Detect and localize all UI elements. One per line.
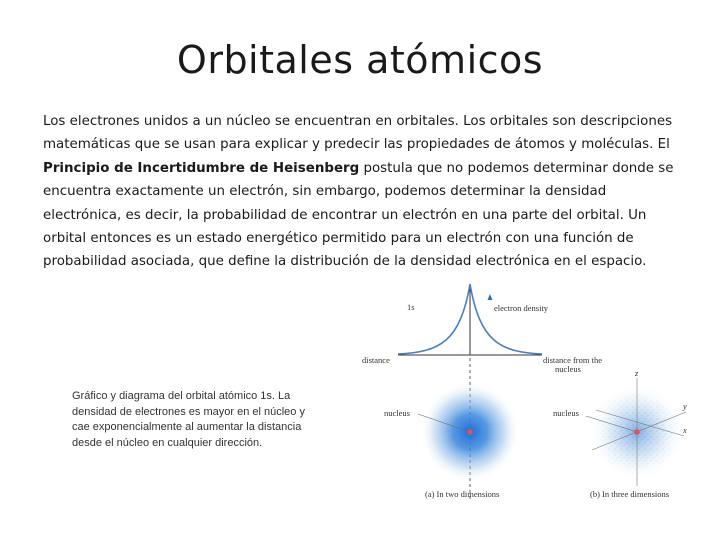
paragraph-text-1: Los electrones unidos a un núcleo se encuentran en orbitales. Los orbitales son descripciones matemáticas que se usan para explicar y predecir las propiedades de átomos y moléculas. El bbox=[43, 114, 673, 153]
figure-caption: Gráfico y diagrama del orbital atómico 1s. La densidad de electrones es mayor en el núcleo y cae exponencialmente al aumentar la distancia desde el núcleo en cualquier dirección. bbox=[72, 390, 305, 449]
panel-2d bbox=[384, 382, 520, 499]
electron-density-label: electron density bbox=[494, 303, 549, 313]
orbital-figure bbox=[350, 280, 690, 505]
nucleus-label-a: nucleus bbox=[384, 408, 410, 418]
nucleus-dot-2d bbox=[467, 429, 473, 435]
distance-right-label: distance from the bbox=[543, 355, 603, 365]
nucleus-label-b: nucleus bbox=[553, 408, 579, 418]
density-arrow-icon bbox=[488, 294, 493, 300]
z-axis-label: z bbox=[635, 368, 639, 378]
body-paragraph bbox=[43, 110, 683, 274]
nucleus-dot-3d bbox=[634, 429, 640, 435]
panel-a-caption: (a) In two dimensions bbox=[425, 489, 500, 499]
panel-3d bbox=[553, 368, 689, 499]
y-axis-label: y bbox=[683, 401, 687, 411]
density-plot bbox=[362, 284, 602, 374]
distance-left-label: distance bbox=[362, 355, 390, 365]
x-axis-label: x bbox=[683, 425, 687, 435]
slide-title: Orbitales atómicos bbox=[176, 38, 544, 82]
panel-b-caption: (b) In three dimensions bbox=[590, 489, 670, 499]
paragraph-text-2: postula que no podemos determinar donde se encuentra exactamente un electrón, sin embargo, podemos determinar la densidad electrónica, es decir, la probabilidad de encontrar un electrón en una parte del orbital. Un orbital entonces es un estado energético permitido para un electrón con una función de probabilidad asociada, que define la distribución de la densidad electrónica en el espacio. bbox=[43, 160, 674, 270]
orbital-1s-label: 1s bbox=[407, 302, 415, 312]
heisenberg-principle-term: Principio de Incertidumbre de Heisenberg bbox=[43, 160, 360, 176]
distance-right-label-2: nucleus bbox=[555, 364, 581, 374]
